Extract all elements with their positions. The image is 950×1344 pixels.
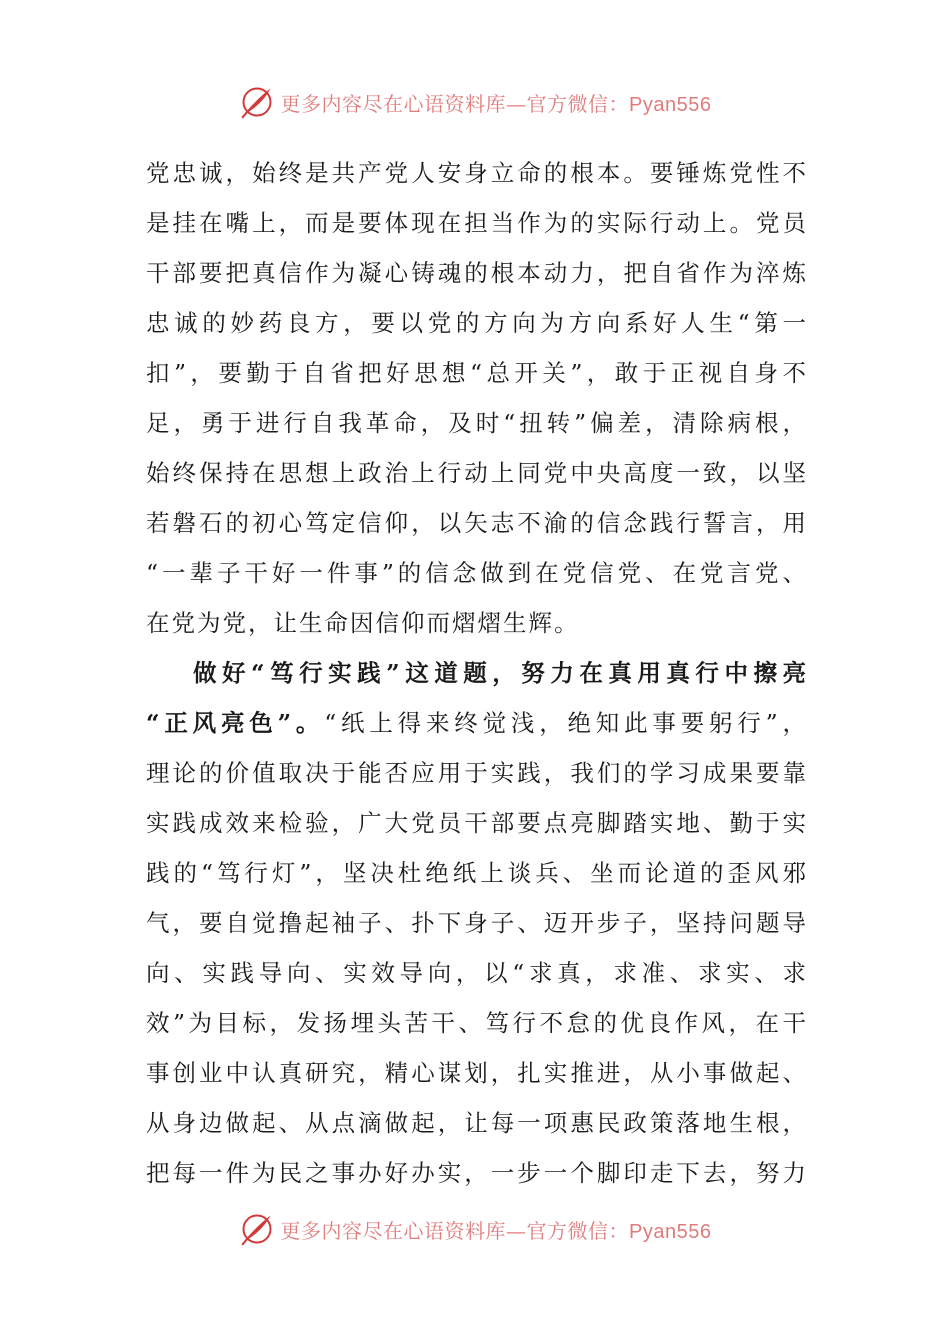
paragraph-line: “一辈子干好一件事”的信念做到在党信党、在党言党、	[146, 559, 806, 587]
paragraph-line: 若磐石的初心笃定信仰，以矢志不渝的信念践行誓言，用	[146, 509, 806, 537]
paragraph-line: 向、实践导向、实效导向，以“求真，求准、求实、求	[146, 959, 806, 987]
header-banner	[0, 80, 950, 124]
paragraph-line: 气，要自觉撸起袖子、扑下身子、迈开步子，坚持问题导	[146, 909, 806, 937]
paragraph-line: 理论的价值取决于能否应用于实践，我们的学习成果要靠	[146, 759, 806, 787]
paragraph-line: 扣”，要勤于自省把好思想“总开关”，敢于正视自身不	[146, 359, 806, 387]
footer-brand-id: Pyan556	[629, 1220, 712, 1243]
paragraph-line: 是挂在嘴上，而是要体现在担当作为的实际行动上。党员	[146, 209, 806, 237]
quill-pen-logo-icon	[239, 1211, 275, 1247]
paragraph-line: 把每一件为民之事办好办实，一步一个脚印走下去，努力	[146, 1159, 806, 1187]
paragraph-line: 忠诚的妙药良方，要以党的方向为方向系好人生“第一	[146, 309, 806, 337]
section-heading-tail: “正风亮色”。	[146, 709, 325, 737]
paragraph-line: 实践成效来检验，广大党员干部要点亮脚踏实地、勤于实	[146, 809, 806, 837]
header-brand-id: Pyan556	[629, 93, 712, 116]
footer-banner	[0, 1207, 950, 1251]
paragraph-line: 效”为目标，发扬埋头苦干、笃行不怠的优良作风，在干	[146, 1009, 806, 1037]
paragraph-line: 践的“笃行灯”，坚决杜绝纸上谈兵、坐而论道的歪风邪	[146, 859, 806, 887]
paragraph-line: 事创业中认真研究，精心谋划，扎实推进，从小事做起、	[146, 1059, 806, 1087]
section-heading-continued	[146, 698, 806, 748]
document-body	[146, 148, 806, 1198]
paragraph-line: 干部要把真信作为凝心铸魂的根本动力，把自省作为淬炼	[146, 259, 806, 287]
paragraph-line: 在党为党，让生命因信仰而熠熠生辉。	[146, 609, 580, 637]
quill-pen-logo-icon	[239, 84, 275, 120]
paragraph-line: 足，勇于进行自我革命，及时“扭转”偏差，清除病根，	[146, 409, 806, 437]
footer-brand-text: 更多内容尽在心语资料库—官方微信：Pyan556	[280, 1218, 712, 1243]
header-brand-text: 更多内容尽在心语资料库—官方微信：Pyan556	[280, 91, 712, 116]
paragraph-line: 党忠诚，始终是共产党人安身立命的根本。要锤炼党性不	[146, 159, 806, 187]
paragraph-line: 从身边做起、从点滴做起，让每一项惠民政策落地生根，	[146, 1109, 806, 1137]
paragraph-line: 始终保持在思想上政治上行动上同党中央高度一致，以坚	[146, 459, 806, 487]
quote-text: “纸上得来终觉浅，绝知此事要躬行”，	[324, 709, 806, 737]
section-heading: 做好“笃行实践”这道题，努力在真用真行中擦亮	[193, 659, 806, 687]
